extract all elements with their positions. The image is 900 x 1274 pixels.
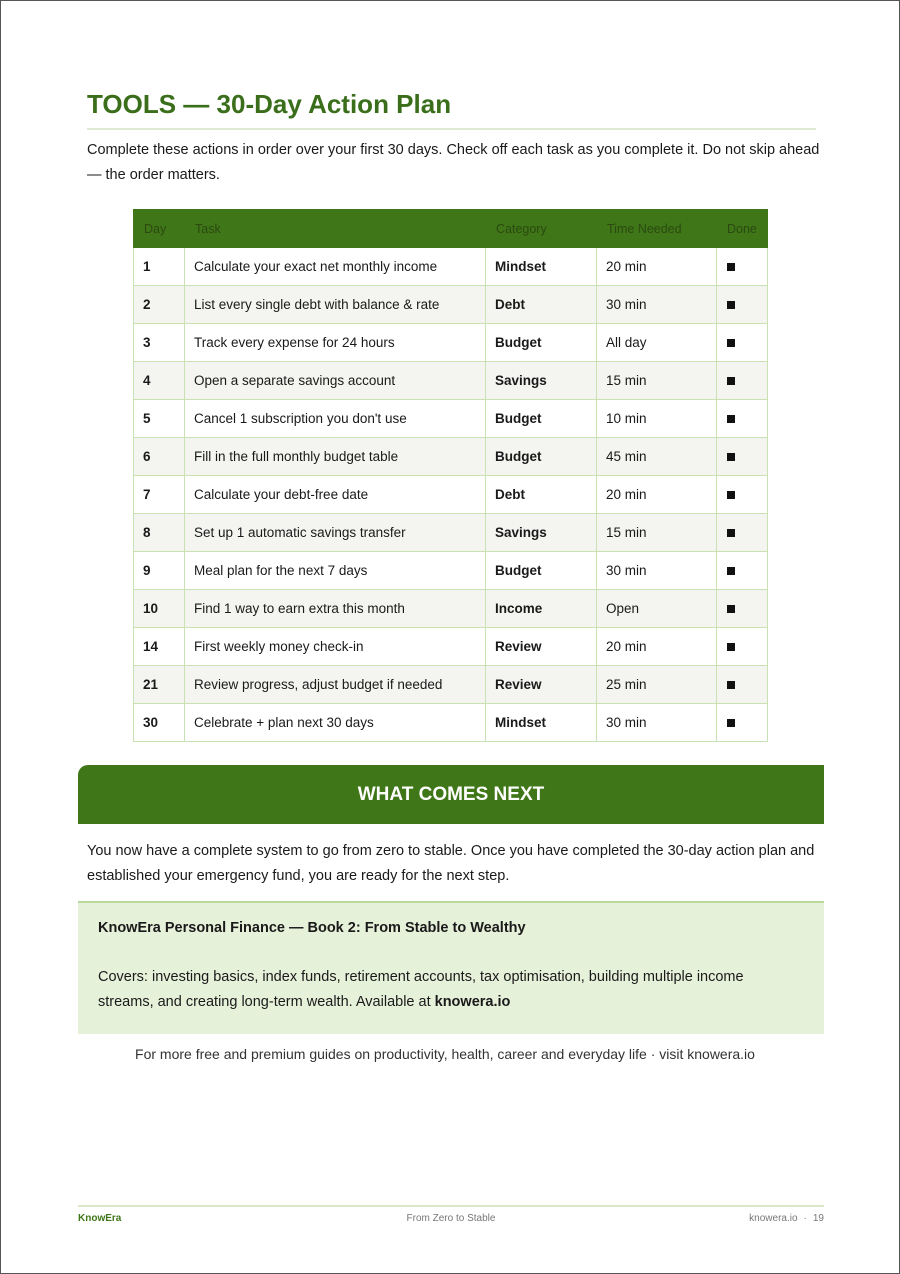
checkbox-icon[interactable] <box>727 453 735 461</box>
day-cell: 6 <box>134 438 185 476</box>
book-description-text: Covers: investing basics, index funds, retirement accounts, tax optimisation, building multiple income streams, and creating long-term wealth. Available at <box>98 969 744 1010</box>
done-cell <box>717 704 768 742</box>
done-cell <box>717 438 768 476</box>
category-cell: Mindset <box>486 248 597 286</box>
time-cell: 15 min <box>597 514 717 552</box>
checkbox-icon[interactable] <box>727 415 735 423</box>
time-cell: 45 min <box>597 438 717 476</box>
category-cell: Budget <box>486 324 597 362</box>
task-cell: Set up 1 automatic savings transfer <box>185 514 486 552</box>
checkbox-icon[interactable] <box>727 719 735 727</box>
done-cell <box>717 324 768 362</box>
task-cell: List every single debt with balance & rate <box>185 286 486 324</box>
book-description <box>98 965 798 1015</box>
time-cell: 20 min <box>597 628 717 666</box>
time-cell: 20 min <box>597 476 717 514</box>
task-cell: Fill in the full monthly budget table <box>185 438 486 476</box>
table-row <box>134 666 768 704</box>
checkbox-icon[interactable] <box>727 567 735 575</box>
category-cell: Mindset <box>486 704 597 742</box>
done-cell <box>717 514 768 552</box>
table-row <box>134 400 768 438</box>
table-body <box>134 248 768 742</box>
category-cell: Savings <box>486 514 597 552</box>
table-header-row <box>134 210 768 248</box>
category-cell: Debt <box>486 476 597 514</box>
category-cell: Savings <box>486 362 597 400</box>
task-cell: Cancel 1 subscription you don't use <box>185 400 486 438</box>
checkbox-icon[interactable] <box>727 377 735 385</box>
task-cell: Find 1 way to earn extra this month <box>185 590 486 628</box>
book-link[interactable]: knowera.io <box>434 994 511 1010</box>
header-category: Category <box>486 210 597 248</box>
category-cell: Review <box>486 628 597 666</box>
day-cell: 3 <box>134 324 185 362</box>
checkbox-icon[interactable] <box>727 491 735 499</box>
header-task: Task <box>185 210 486 248</box>
task-cell: Celebrate + plan next 30 days <box>185 704 486 742</box>
page-title: TOOLS — 30-Day Action Plan <box>87 89 452 119</box>
checkbox-icon[interactable] <box>727 681 735 689</box>
time-cell: 10 min <box>597 400 717 438</box>
table-row <box>134 476 768 514</box>
header-time: Time Needed <box>597 210 717 248</box>
page-number: 19 <box>812 1213 824 1224</box>
checkbox-icon[interactable] <box>727 605 735 613</box>
category-cell: Debt <box>486 286 597 324</box>
day-cell: 5 <box>134 400 185 438</box>
done-cell <box>717 362 768 400</box>
time-cell: 30 min <box>597 552 717 590</box>
day-cell: 7 <box>134 476 185 514</box>
day-cell: 30 <box>134 704 185 742</box>
table-row <box>134 552 768 590</box>
table-row <box>134 628 768 666</box>
task-cell: Open a separate savings account <box>185 362 486 400</box>
done-cell <box>717 248 768 286</box>
checkbox-icon[interactable] <box>727 263 735 271</box>
table-row <box>134 704 768 742</box>
done-cell <box>717 552 768 590</box>
day-cell: 2 <box>134 286 185 324</box>
footer-divider <box>78 1205 824 1207</box>
action-plan-table <box>133 209 768 742</box>
day-cell: 10 <box>134 590 185 628</box>
footer-right <box>749 1213 824 1224</box>
time-cell: All day <box>597 324 717 362</box>
header-done: Done <box>717 210 768 248</box>
footer-site: knowera.io <box>749 1213 798 1224</box>
day-cell: 14 <box>134 628 185 666</box>
table-row <box>134 286 768 324</box>
day-cell: 4 <box>134 362 185 400</box>
done-cell <box>717 286 768 324</box>
done-cell <box>717 400 768 438</box>
time-cell: 20 min <box>597 248 717 286</box>
title-divider <box>87 128 816 130</box>
day-cell: 1 <box>134 248 185 286</box>
checkbox-icon[interactable] <box>727 301 735 309</box>
task-cell: Review progress, adjust budget if needed <box>185 666 486 704</box>
done-cell <box>717 590 768 628</box>
task-cell: Track every expense for 24 hours <box>185 324 486 362</box>
task-cell: Calculate your debt-free date <box>185 476 486 514</box>
task-cell: Meal plan for the next 7 days <box>185 552 486 590</box>
done-cell <box>717 476 768 514</box>
checkbox-icon[interactable] <box>727 643 735 651</box>
task-cell: Calculate your exact net monthly income <box>185 248 486 286</box>
time-cell: 15 min <box>597 362 717 400</box>
table-row <box>134 248 768 286</box>
footer-brand: KnowEra <box>78 1213 122 1224</box>
footer-book-title: From Zero to Stable <box>406 1213 496 1224</box>
day-cell: 8 <box>134 514 185 552</box>
table-row <box>134 324 768 362</box>
category-cell: Review <box>486 666 597 704</box>
category-cell: Budget <box>486 438 597 476</box>
banner-title: WHAT COMES NEXT <box>357 783 545 805</box>
day-cell: 21 <box>134 666 185 704</box>
time-cell: 30 min <box>597 704 717 742</box>
time-cell: Open <box>597 590 717 628</box>
table-row <box>134 362 768 400</box>
book-title: KnowEra Personal Finance — Book 2: From Stable to Wealthy <box>98 920 526 936</box>
checkbox-icon[interactable] <box>727 339 735 347</box>
intro-text: Complete these actions in order over your first 30 days. Check off each task as you complete it. Do not skip ahead — the order matters. <box>87 142 820 183</box>
done-cell <box>717 666 768 704</box>
checkbox-icon[interactable] <box>727 529 735 537</box>
time-cell: 30 min <box>597 286 717 324</box>
table-row <box>134 514 768 552</box>
done-cell <box>717 628 768 666</box>
task-cell: First weekly money check-in <box>185 628 486 666</box>
category-cell: Budget <box>486 400 597 438</box>
table-row <box>134 438 768 476</box>
next-step-text: You now have a complete system to go from zero to stable. Once you have completed the 30-day action plan and established your emergency fund, you are ready for the next step. <box>87 843 815 884</box>
book-callout <box>78 901 824 1034</box>
day-cell: 9 <box>134 552 185 590</box>
category-cell: Income <box>486 590 597 628</box>
what-comes-next-banner <box>78 765 824 824</box>
more-guides-text: For more free and premium guides on productivity, health, career and everyday life · visit knowera.io <box>135 1046 755 1062</box>
footer-separator: · <box>803 1213 807 1224</box>
time-cell: 25 min <box>597 666 717 704</box>
header-day: Day <box>134 210 185 248</box>
table-row <box>134 590 768 628</box>
category-cell: Budget <box>486 552 597 590</box>
